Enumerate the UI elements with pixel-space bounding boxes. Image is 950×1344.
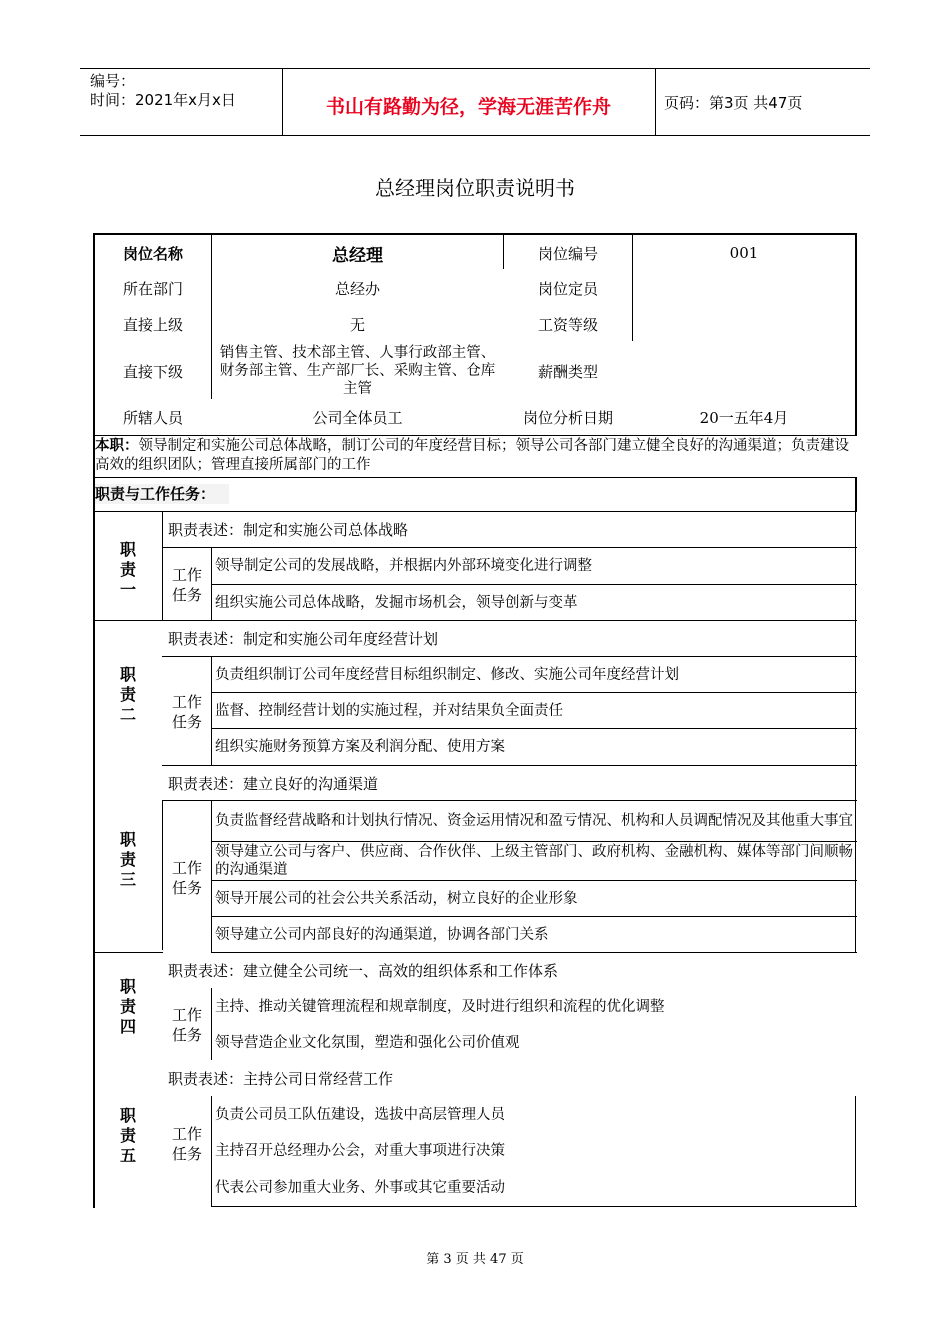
value-headcount xyxy=(633,270,855,306)
header-bottom-rule xyxy=(80,135,870,136)
label-headcount: 岗位定员 xyxy=(537,279,598,298)
value-salary-grade xyxy=(633,306,855,342)
duties-heading: 职责与工作任务： xyxy=(95,484,229,504)
task-item: 领导制定公司的发展战略，并根据内外部环境变化进行调整 xyxy=(215,558,592,574)
label-staff: 所辖人员 xyxy=(122,409,183,427)
duty-label: 职责三 xyxy=(119,830,136,889)
value-staff: 公司全体员工 xyxy=(312,409,403,427)
header-number: 编号： xyxy=(90,72,136,90)
header-motto: 书山有路勤为径，学海无涯苦作舟 xyxy=(325,96,611,118)
task-item: 领导营造企业文化氛围，塑造和强化公司价值观 xyxy=(215,1034,520,1051)
page-footer: 第 3 页 共 47 页 xyxy=(426,1252,524,1267)
value-department: 总经办 xyxy=(334,279,380,298)
work-task-label: 工作任务 xyxy=(171,566,202,604)
label-salary-grade: 工资等级 xyxy=(537,315,598,334)
value-superior: 无 xyxy=(349,315,365,334)
duty-description: 职责表述：建立良好的沟通渠道 xyxy=(168,774,379,793)
job-summary xyxy=(95,437,855,475)
duty-label: 职责一 xyxy=(119,540,136,599)
work-task-label: 工作任务 xyxy=(171,1006,202,1044)
value-salary-type xyxy=(633,342,855,400)
duty-label: 职责五 xyxy=(119,1106,136,1165)
value-analysis-date: 20一五年4月 xyxy=(699,409,789,427)
task-item: 监督、控制经营计划的实施过程，并对结果负全面责任 xyxy=(215,702,563,719)
duty-description: 职责表述：制定和实施公司年度经营计划 xyxy=(168,630,439,648)
label-department: 所在部门 xyxy=(122,279,183,298)
summary-label: 本职： xyxy=(95,438,139,454)
label-analysis-date: 岗位分析日期 xyxy=(522,409,613,427)
task-item: 主持、推动关键管理流程和规章制度，及时进行组织和流程的优化调整 xyxy=(215,998,665,1015)
label-subordinates: 直接下级 xyxy=(122,362,183,381)
work-task-label: 工作任务 xyxy=(171,859,202,897)
task-item: 主持召开总经理办公会，对重大事项进行决策 xyxy=(215,1143,505,1159)
label-superior: 直接上级 xyxy=(122,315,183,334)
task-item: 组织实施公司总体战略，发掘市场机会，领导创新与变革 xyxy=(215,594,578,611)
task-item: 组织实施财务预算方案及利润分配、使用方案 xyxy=(215,739,505,755)
label-position-name: 岗位名称 xyxy=(122,244,183,263)
task-item: 领导建立公司内部良好的沟通渠道，协调各部门关系 xyxy=(215,926,549,943)
header-page-info: 页码：第3页 共47页 xyxy=(664,94,803,112)
label-salary-type: 薪酬类型 xyxy=(537,362,598,381)
duty-description: 职责表述：建立健全公司统一、高效的组织体系和工作体系 xyxy=(168,962,559,980)
duty-description: 职责表述：制定和实施公司总体战略 xyxy=(168,521,409,539)
task-item: 负责组织制订公司年度经营目标组织制定、修改、实施公司年度经营计划 xyxy=(215,666,679,683)
task-item: 负责监督经营战略和计划执行情况、资金运用情况和盈亏情况、机构和人员调配情况及其他重大事宜 xyxy=(215,813,853,829)
duty-label: 职责四 xyxy=(119,977,136,1036)
header-top-rule xyxy=(80,68,870,69)
value-position-code: 001 xyxy=(729,244,759,262)
task-item: 领导建立公司与客户、供应商、合作伙伴、上级主管部门、政府机构、金融机构、媒体等部门间顺畅的沟通渠道 xyxy=(215,844,853,878)
header-time: 时间：2021年x月x日 xyxy=(90,91,236,109)
summary-text: 领导制定和实施公司总体战略，制订公司的年度经营目标；领导公司各部门建立健全良好的沟通渠道；负责建设高效的组织团队；管理直接所属部门的工作 xyxy=(95,438,849,473)
task-item: 领导开展公司的社会公共关系活动，树立良好的企业形象 xyxy=(215,890,578,907)
value-subordinates: 销售主管、技术部主管、人事行政部主管、财务部主管、生产部厂长、采购主管、仓库主管 xyxy=(219,345,496,397)
label-position-code: 岗位编号 xyxy=(537,244,598,263)
duty-description: 职责表述：主持公司日常经营工作 xyxy=(168,1070,394,1088)
duty-label: 职责二 xyxy=(119,665,136,724)
header-divider xyxy=(655,68,656,135)
task-item: 负责公司员工队伍建设，选拔中高层管理人员 xyxy=(215,1107,505,1123)
work-task-label: 工作任务 xyxy=(171,1125,202,1163)
page-title: 总经理岗位职责说明书 xyxy=(375,176,575,200)
work-task-label: 工作任务 xyxy=(171,693,202,731)
value-position-name: 总经理 xyxy=(332,245,383,266)
task-item: 代表公司参加重大业务、外事或其它重要活动 xyxy=(215,1180,505,1196)
